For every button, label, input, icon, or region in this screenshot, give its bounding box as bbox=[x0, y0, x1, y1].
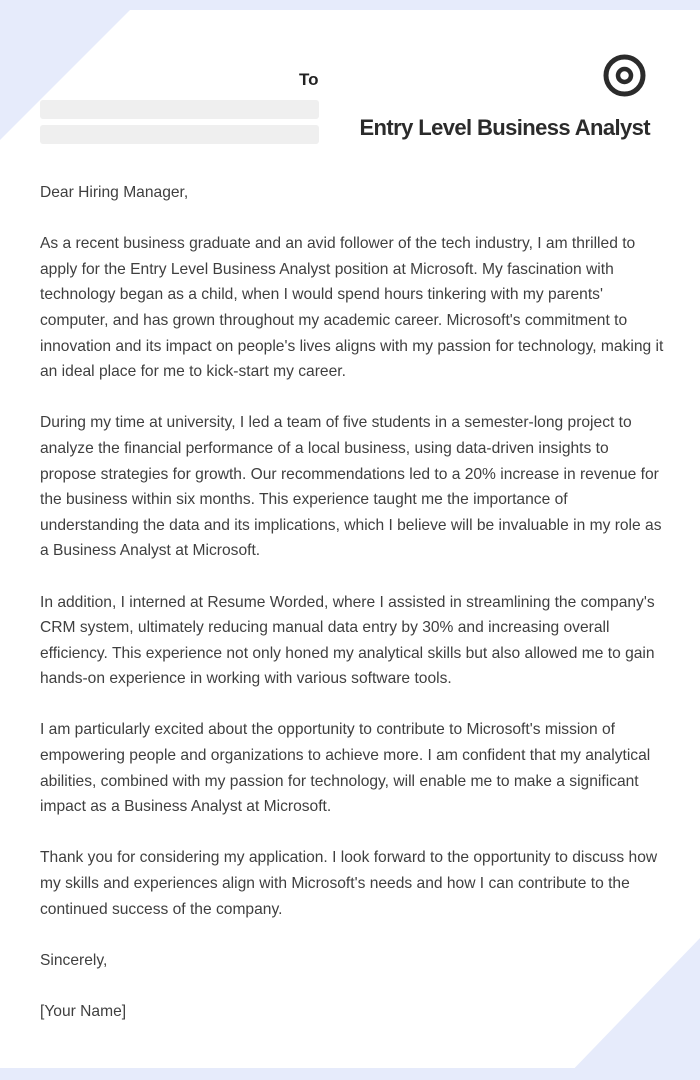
paragraph: During my time at university, I led a team of five students in a semester-long project to analyze the financial performance of a local business, using data-driven insights to propose strategies for growth. Our recommendations led to a 20% increase in revenue for the business within six months. This experience taught me the importance of understanding the data and its implications, which I believe will be invaluable in my role as a Business Analyst at Microsoft. bbox=[40, 414, 662, 560]
letter-page bbox=[0, 10, 700, 1068]
page-title: Entry Level Business Analyst bbox=[359, 115, 650, 140]
letter-body bbox=[40, 180, 665, 1025]
paragraph: Thank you for considering my application. I look forward to the opportunity to discuss how my skills and experiences align with Microsoft's needs and how I can contribute to the continued success of the company. bbox=[40, 849, 658, 918]
recipient-address-line-1 bbox=[40, 100, 319, 119]
recipient-address-line-2 bbox=[40, 125, 319, 144]
salutation: Dear Hiring Manager, bbox=[40, 184, 189, 201]
recipient-label: To bbox=[299, 70, 319, 89]
target-icon bbox=[603, 54, 646, 97]
signature: [Your Name] bbox=[40, 1003, 127, 1020]
paragraph: As a recent business graduate and an avid follower of the tech industry, I am thrilled to apply for the Entry Level Business Analyst position at Microsoft. My fascination with technology began as a child, when I would spend hours tinkering with my parents' computer, and has grown throughout my academic career. Microsoft's commitment to innovation and its impact on people's lives aligns with my passion for technology, making it an ideal place for me to kick-start my career. bbox=[40, 235, 664, 381]
closing: Sincerely, bbox=[40, 951, 108, 969]
paragraph: I am particularly excited about the opportunity to contribute to Microsoft's mission of empowering people and organizations to achieve more. I am confident that my analytical abilities, combined with my passion for technology, will enable me to make a significant impact as a Business Analyst at Microsoft. bbox=[40, 721, 651, 816]
paragraph: In addition, I interned at Resume Worded, where I assisted in streamlining the company's CRM system, ultimately reducing manual data entry by 30% and increasing overall efficiency. This experience not only honed my analytical skills but also allowed me to gain hands-on experience in working with various software tools. bbox=[40, 593, 655, 688]
